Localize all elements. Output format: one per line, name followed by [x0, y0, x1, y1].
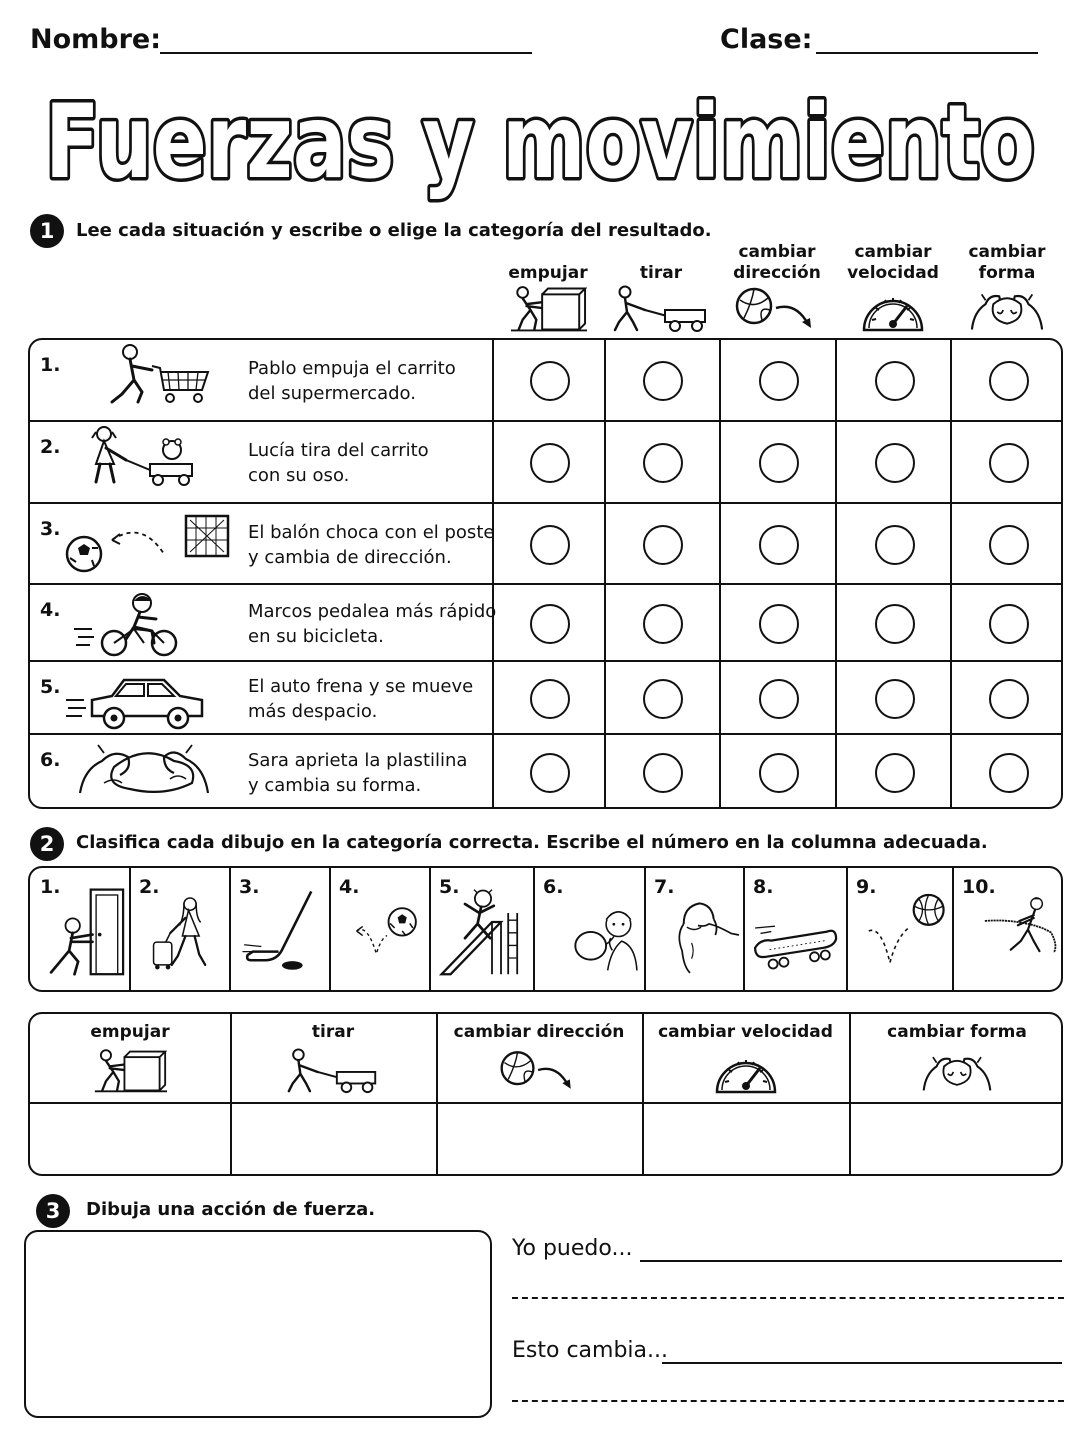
column-header-1 — [488, 242, 608, 284]
column-header-line1 — [488, 242, 608, 263]
answer-circle-r3-c2[interactable] — [643, 525, 683, 565]
writing-line-1[interactable] — [512, 1297, 1064, 1299]
picture-number: 8. — [753, 876, 774, 898]
column-header-line2: empujar — [508, 263, 588, 283]
section-2-instruction: Clasifica cada dibujo en la categoría correcta. Escribe el número en la columna adecuada. — [76, 832, 988, 853]
answer-circle-r2-c4[interactable] — [875, 443, 915, 483]
boy-pushing-cart-icon — [90, 342, 220, 414]
situation-text — [248, 599, 496, 649]
picture-number: 3. — [239, 876, 260, 898]
hand-pinching-icon — [660, 890, 739, 980]
column-header-line1: cambiar — [968, 242, 1046, 262]
car-icon — [64, 666, 212, 730]
answer-circle-r1-c4[interactable] — [875, 361, 915, 401]
column-header-line1: cambiar — [738, 242, 816, 262]
picture-number: 4. — [339, 876, 360, 898]
hands-clay-icon — [74, 737, 220, 807]
picture-cell-6 — [533, 868, 644, 992]
answer-circle-r4-c4[interactable] — [875, 604, 915, 644]
squeeze-hands-icon — [920, 1046, 994, 1096]
name-label: Nombre: — [30, 24, 162, 55]
row-number: 3. — [40, 518, 61, 540]
category-label: cambiar dirección — [453, 1022, 625, 1042]
section-1-table — [28, 338, 1063, 809]
category-label: empujar — [90, 1022, 170, 1042]
answer-cell-4[interactable] — [646, 1106, 845, 1172]
column-header-line1: cambiar — [854, 242, 932, 262]
section-1-instruction: Lee cada situación y escribe o elige la categoría del resultado. — [76, 220, 712, 241]
section-2-number: 2 — [30, 827, 64, 861]
answer-circle-r1-c1[interactable] — [530, 361, 570, 401]
skateboard-icon — [751, 892, 842, 982]
column-header-2 — [601, 242, 721, 284]
column-header-line2: tirar — [639, 263, 683, 283]
table-row — [30, 340, 1063, 422]
answer-circle-r3-c5[interactable] — [989, 525, 1029, 565]
situation-text — [248, 520, 494, 570]
answer-circle-r2-c2[interactable] — [643, 443, 683, 483]
esto-cambia-line[interactable] — [662, 1362, 1062, 1364]
answer-cell-2[interactable] — [234, 1106, 432, 1172]
picture-number: 1. — [40, 876, 61, 898]
category-label: cambiar velocidad — [658, 1022, 833, 1042]
answer-circle-r3-c3[interactable] — [759, 525, 799, 565]
table-row — [30, 662, 1063, 735]
section-2-pictures — [28, 866, 1063, 992]
picture-cell-5 — [429, 868, 533, 992]
answer-circle-r3-c1[interactable] — [530, 525, 570, 565]
drawing-area[interactable] — [24, 1230, 492, 1418]
answer-circle-r5-c1[interactable] — [530, 679, 570, 719]
girl-pulling-suitcase-icon — [149, 888, 225, 978]
situation-text — [248, 674, 473, 724]
column-header-5 — [947, 242, 1067, 284]
category-label: tirar — [311, 1022, 355, 1042]
picture-number: 9. — [856, 876, 877, 898]
yo-puedo-line[interactable] — [640, 1260, 1062, 1262]
situation-line2: del supermercado. — [248, 383, 416, 404]
answer-circle-r6-c1[interactable] — [530, 753, 570, 793]
answer-circle-r1-c2[interactable] — [643, 361, 683, 401]
situation-line2: y cambia de dirección. — [248, 547, 452, 568]
prompt-yo-puedo: Yo puedo... — [512, 1236, 633, 1261]
writing-line-2[interactable] — [512, 1400, 1064, 1402]
answer-circle-r5-c4[interactable] — [875, 679, 915, 719]
situation-text — [248, 356, 456, 406]
picture-number: 10. — [962, 876, 996, 898]
row-number: 2. — [40, 436, 61, 458]
speedometer-icon — [709, 1046, 783, 1096]
table-row — [30, 422, 1063, 504]
table-row — [30, 504, 1063, 585]
picture-number: 5. — [439, 876, 460, 898]
situation-line2: con su oso. — [248, 465, 350, 486]
situation-line2: más despacio. — [248, 701, 378, 722]
ball-arrow-icon — [732, 284, 822, 334]
picture-cell-7 — [644, 868, 743, 992]
situation-line1: Lucía tira del carrito — [248, 440, 429, 461]
answer-circle-r2-c1[interactable] — [530, 443, 570, 483]
situation-line1: Pablo empuja el carrito — [248, 358, 456, 379]
bouncing-basketball-icon — [860, 886, 948, 976]
answer-circle-r4-c1[interactable] — [530, 604, 570, 644]
answer-circle-r5-c3[interactable] — [759, 679, 799, 719]
answer-circle-r4-c2[interactable] — [643, 604, 683, 644]
picture-number: 7. — [654, 876, 675, 898]
section-3-number: 3 — [36, 1194, 70, 1228]
picture-cell-8 — [743, 868, 846, 992]
situation-text — [248, 748, 467, 798]
child-pushing-door-icon — [42, 886, 125, 976]
picture-cell-3 — [229, 868, 329, 992]
section-3-instruction: Dibuja una acción de fuerza. — [86, 1199, 376, 1220]
picture-number: 2. — [139, 876, 160, 898]
answer-circle-r3-c4[interactable] — [875, 525, 915, 565]
answer-circle-r1-c3[interactable] — [759, 361, 799, 401]
boy-blowing-balloon-icon — [563, 890, 640, 980]
column-header-line2: dirección — [733, 263, 821, 283]
picture-cell-4 — [329, 868, 429, 992]
section-1-number: 1 — [30, 214, 64, 248]
column-header-4 — [833, 242, 953, 284]
answer-circle-r6-c2[interactable] — [643, 753, 683, 793]
category-label: cambiar forma — [887, 1022, 1027, 1042]
situation-line1: El balón choca con el poste — [248, 522, 495, 543]
class-label: Clase: — [720, 24, 813, 55]
squeeze-hands-icon — [968, 284, 1046, 334]
table-row — [30, 735, 1063, 809]
class-field[interactable] — [816, 52, 1038, 54]
push-box-icon — [509, 284, 587, 334]
answer-circle-r6-c4[interactable] — [875, 753, 915, 793]
table-row — [30, 585, 1063, 662]
ball-arrow-icon — [497, 1046, 581, 1096]
push-box-icon — [93, 1046, 167, 1096]
row-number: 5. — [40, 676, 61, 698]
boy-bicycle-icon — [72, 589, 188, 659]
category-header-divider — [30, 1102, 1061, 1104]
page-title-text: Fuerzas y movimiento — [45, 83, 1035, 202]
picture-cell-2 — [129, 868, 229, 992]
picture-number: 6. — [543, 876, 564, 898]
situation-text — [248, 438, 429, 488]
situation-line2: en su bicicleta. — [248, 626, 384, 647]
answer-circle-r6-c5[interactable] — [989, 753, 1029, 793]
column-header-3 — [717, 242, 837, 284]
pull-wagon-icon — [285, 1046, 381, 1096]
row-number: 1. — [40, 354, 61, 376]
answer-circle-r1-c5[interactable] — [989, 361, 1029, 401]
bouncing-soccer-ball-icon — [349, 886, 425, 976]
situation-line2: y cambia su forma. — [248, 775, 422, 796]
column-header-line2: forma — [978, 263, 1036, 283]
answer-cell-1[interactable] — [34, 1106, 226, 1172]
column-header-line1 — [601, 242, 721, 263]
soccer-ball-goal-icon — [66, 510, 236, 574]
situation-line1: Marcos pedalea más rápido — [248, 601, 497, 622]
row-number: 4. — [40, 599, 61, 621]
answer-circle-r5-c2[interactable] — [643, 679, 683, 719]
answer-circle-r4-c3[interactable] — [759, 604, 799, 644]
page-title — [30, 62, 1050, 202]
answer-circle-r6-c3[interactable] — [759, 753, 799, 793]
speedometer-icon — [854, 284, 932, 334]
picture-cell-1 — [30, 868, 129, 992]
picture-cell-9 — [846, 868, 952, 992]
answer-cell-3[interactable] — [440, 1106, 638, 1172]
hockey-stick-puck-icon — [239, 886, 325, 976]
column-header-line2: velocidad — [847, 263, 939, 283]
prompt-esto-cambia: Esto cambia... — [512, 1338, 668, 1363]
pull-wagon-icon — [611, 284, 711, 334]
answer-cell-5[interactable] — [853, 1106, 1061, 1172]
answer-circle-r2-c3[interactable] — [759, 443, 799, 483]
name-field[interactable] — [160, 52, 532, 54]
answer-circle-r2-c5[interactable] — [989, 443, 1029, 483]
answer-circle-r5-c5[interactable] — [989, 679, 1029, 719]
answer-circle-r4-c5[interactable] — [989, 604, 1029, 644]
picture-cell-10 — [952, 868, 1063, 992]
child-on-slide-icon — [437, 886, 529, 976]
girl-pulling-wagon-icon — [70, 424, 200, 496]
boy-pulling-rope-icon — [982, 886, 1061, 976]
situation-line1: El auto frena y se mueve — [248, 676, 474, 697]
row-number: 6. — [40, 749, 61, 771]
situation-line1: Sara aprieta la plastilina — [248, 750, 468, 771]
section-2-categories-table — [28, 1012, 1063, 1176]
